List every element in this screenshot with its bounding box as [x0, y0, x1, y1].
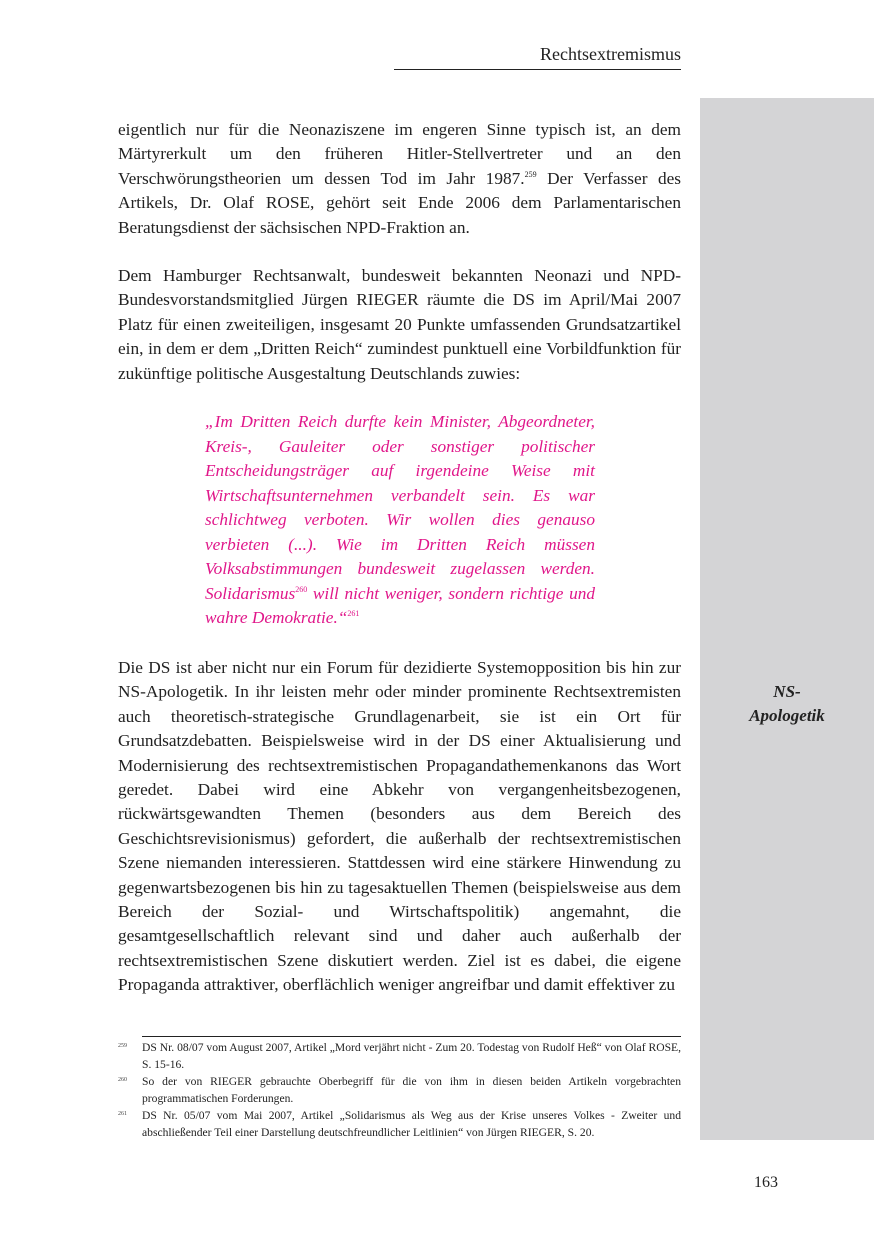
footnotes [118, 1040, 681, 1143]
margin-column [700, 98, 874, 1140]
footnote-number: 259 [118, 1043, 127, 1049]
quote-text-a: „Im Dritten Reich durfte kein Minister, Abgeordneter, Kreis-, Gauleiter oder sonstiger politischer Entscheidungsträger auf irgendeine Weise mit Wirtschaftsunternehmen verbandelt sein. Es war schlichtweg verboten. Wir wollen dies genauso verbieten (...). Wie im Dritten Reich müssen Volksabstimmungen bundesweit zugelassen werden. Solidarismus [205, 412, 595, 603]
footnote-ref-260[interactable]: 260 [295, 584, 308, 594]
footnote-ref-261[interactable]: 261 [347, 609, 360, 619]
footnote-261 [118, 1108, 681, 1141]
footnote-text: DS Nr. 05/07 vom Mai 2007, Artikel „Solidarismus als Weg aus der Krise unseres Volkes - Zweiter und abschließender Teil einer Darstellung deutschfreundlicher Leitlinien“ von Jürgen RIEGER, S. 20. [142, 1109, 681, 1139]
body-paragraph-1 [118, 118, 681, 240]
footnote-number: 260 [118, 1077, 127, 1084]
body-paragraph-2: Dem Hamburger Rechtsanwalt, bundesweit bekannten Neonazi und NPD-Bundesvorstandsmitglied Jürgen RIEGER räumte die DS im April/Mai 2007 Platz für einen zweiteiligen, insgesamt 20 Punkte umfassenden Grundsatzartikel ein, in dem er dem „Dritten Reich“ zumindest punktuell eine Vorbildfunktion für zukünftige politische Ausgestaltung Deutschlands zuwies: [118, 266, 681, 383]
footnote-259 [118, 1040, 681, 1073]
page-number: 163 [754, 1174, 778, 1191]
footnote-text: So der von RIEGER gebrauchte Oberbegriff für die von ihm in diesen beiden Artikeln vorgebrachten programmatischen Forderungen. [142, 1075, 681, 1105]
body-paragraph-3: Die DS ist aber nicht nur ein Forum für dezidierte Systemopposition bis hin zur NS-Apologetik. In ihr leisten mehr oder minder prominente Rechtsextremisten auch theoretisch-strategische Grundlagenarbeit, sie ist ein Ort für Grundsatzdebatten. Beispielsweise wird in der DS einer Aktualisierung und Modernisierung des rechtsextremistischen Propagandathemenkanons das Wort geredet. Dabei wird eine Abkehr von vergangenheitsbezogenen, rückwärtsgewandten Themen (besonders aus dem Bereich des Geschichtsrevisionismus) gefordert, die außerhalb der rechtsextremistischen Szene niemanden interessieren. Stattdessen wird eine stärkere Hinwendung zu gegenwartsbezogenen bis hin zu tagesaktuellen Themen (beispielsweise aus dem Bereich der Sozial- und Wirtschaftspolitik) angemahnt, die gesamtgesellschaftlich relevant sind und daher auch außerhalb der rechtsextremistischen Szene diskutiert werden. Ziel ist es dabei, die eigene Propaganda attraktiver, oberflächlich weniger angreifbar und damit effektiver zu [118, 658, 681, 995]
footnote-260 [118, 1074, 681, 1107]
running-header: Rechtsextremismus [394, 44, 681, 70]
footnote-number: 261 [118, 1111, 127, 1118]
para1-text-b: Der Verfasser des Artikels, Dr. Olaf ROSE, gehört seit Ende 2006 dem Parlamentarischen Beratungsdienst der sächsischen NPD-Fraktion an. [118, 168, 681, 237]
block-quote [205, 410, 595, 631]
footnote-text: DS Nr. 08/07 vom August 2007, Artikel „Mord verjährt nicht - Zum 20. Todestag von Rudolf Heß“ von Olaf ROSE, S. 15-16. [142, 1041, 681, 1071]
quote-text-b: will nicht weniger, sondern richtige und wahre Demokratie.“ [205, 583, 595, 627]
margin-note: NS- Apologetik [749, 682, 825, 725]
para1-text-a: eigentlich nur für die Neonaziszene im engeren Sinne typisch ist, an dem Märtyrerkult um den früheren Hitler-Stellvertreter und an den Verschwörungstheorien um dessen Tod im Jahr 1987. [118, 120, 681, 188]
footnote-divider [142, 1036, 681, 1037]
footnote-ref-259[interactable]: 259 [524, 170, 537, 180]
